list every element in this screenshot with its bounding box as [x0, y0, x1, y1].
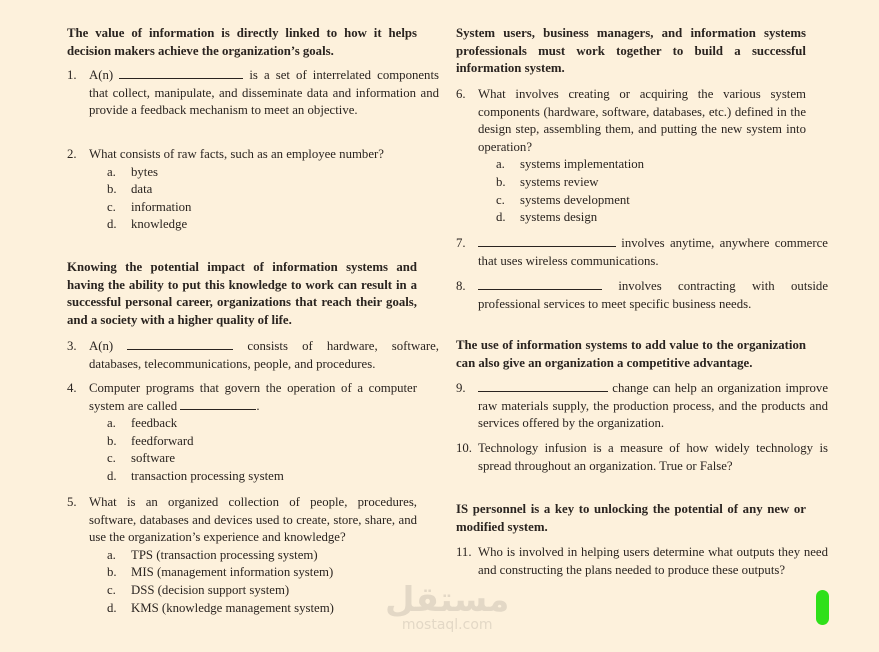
option: c. software: [107, 451, 176, 466]
question-number: 8.: [456, 279, 466, 293]
question-number: 2.: [67, 147, 77, 161]
question-text: change can help an organization improve raw materials supply, the production process, and the products and services offered by the organization.: [478, 381, 828, 431]
question-text: involves contracting with outside professional services to meet specific business needs.: [478, 279, 828, 311]
question-number: 7.: [456, 236, 466, 250]
question-text: What involves creating or acquiring the various system components (hardware, software, databases, etc.) defined in the design step, assembling them, and putting the new system into operation?: [478, 87, 806, 154]
question-number: 1.: [67, 68, 77, 82]
question-text: Technology infusion is a measure of how widely technology is spread throughout an organization. True or False?: [478, 441, 828, 473]
question-10: [456, 440, 828, 475]
question-text: What consists of raw facts, such as an employee number?: [89, 147, 384, 161]
option: a. systems implementation: [496, 157, 645, 172]
option: d. transaction processing system: [107, 468, 284, 483]
scroll-indicator[interactable]: [816, 590, 829, 625]
question-3: [67, 338, 439, 373]
option: b. systems review: [496, 174, 599, 189]
question-number: 10.: [456, 441, 472, 455]
question-4: [67, 380, 417, 486]
section-heading: System users, business managers, and information systems professionals must work together to build a successful information system.: [456, 26, 806, 76]
option: a. TPS (transaction processing system): [107, 547, 318, 562]
option: c. information: [107, 199, 192, 214]
option: b. data: [107, 182, 153, 197]
option: d. KMS (knowledge management system): [107, 600, 334, 615]
answer-blank: [127, 338, 233, 350]
watermark-arabic: مستقل: [385, 580, 510, 620]
answer-blank: [478, 235, 616, 247]
option: a. feedback: [107, 416, 178, 431]
question-11: [456, 544, 828, 579]
question-8: [456, 278, 828, 313]
question-text: What is an organized collection of people, procedures, software, databases and devices used to create, store, share, and use the organization’s experience and knowledge?: [89, 495, 417, 545]
answer-blank: [478, 380, 608, 392]
option: a. bytes: [107, 164, 159, 179]
question-text: consists of hardware, software, databases, telecommunications, people, and procedures.: [89, 339, 440, 371]
answer-blank: [478, 278, 602, 290]
question-5: [67, 494, 417, 617]
question-text: is a set of interrelated components that collect, manipulate, and disseminate data and information and provide a feedback mechanism to meet an objective.: [89, 68, 439, 118]
question-1: [67, 67, 439, 120]
option: d. systems design: [496, 210, 598, 225]
question-number: 11.: [456, 545, 472, 559]
option: d. knowledge: [107, 217, 188, 232]
question-number: 6.: [456, 87, 466, 101]
question-text: A(n): [89, 339, 114, 353]
question-9: [456, 380, 828, 433]
option: c. systems development: [496, 192, 630, 207]
answer-blank: [119, 67, 243, 79]
question-text: Who is involved in helping users determine what outputs they need and constructing the plans needed to produce these outputs?: [478, 545, 828, 577]
question-text: .: [256, 398, 260, 413]
mostaql-watermark: [385, 580, 510, 633]
question-number: 5.: [67, 495, 77, 509]
question-text: Computer programs that govern the operation of a computer system are called: [89, 381, 417, 413]
question-number: 9.: [456, 381, 466, 395]
question-7: [456, 235, 828, 270]
question-text: A(n): [89, 68, 114, 82]
section-heading: The use of information systems to add value to the organization can also give an organization a competitive advantage.: [456, 338, 806, 370]
watermark-latin: mostaql.com: [401, 617, 493, 633]
question-2: [67, 146, 417, 234]
section-heading: IS personnel is a key to unlocking the potential of any new or modified system.: [456, 502, 806, 534]
question-6: [456, 86, 806, 227]
question-text: involves anytime, anywhere commerce that uses wireless communications.: [478, 236, 828, 268]
section-heading: The value of information is directly linked to how it helps decision makers achieve the organization’s goals.: [67, 26, 417, 58]
section-heading: Knowing the potential impact of information systems and having the ability to put this knowledge to work can result in a successful personal career, organizations that reach their goals, and a society with a higher quality of life.: [67, 260, 417, 327]
question-number: 3.: [67, 339, 77, 353]
option: b. MIS (management information system): [107, 565, 334, 580]
question-number: 4.: [67, 381, 77, 395]
option: c. DSS (decision support system): [107, 582, 290, 597]
answer-blank: [180, 398, 256, 410]
option: b. feedforward: [107, 433, 194, 448]
